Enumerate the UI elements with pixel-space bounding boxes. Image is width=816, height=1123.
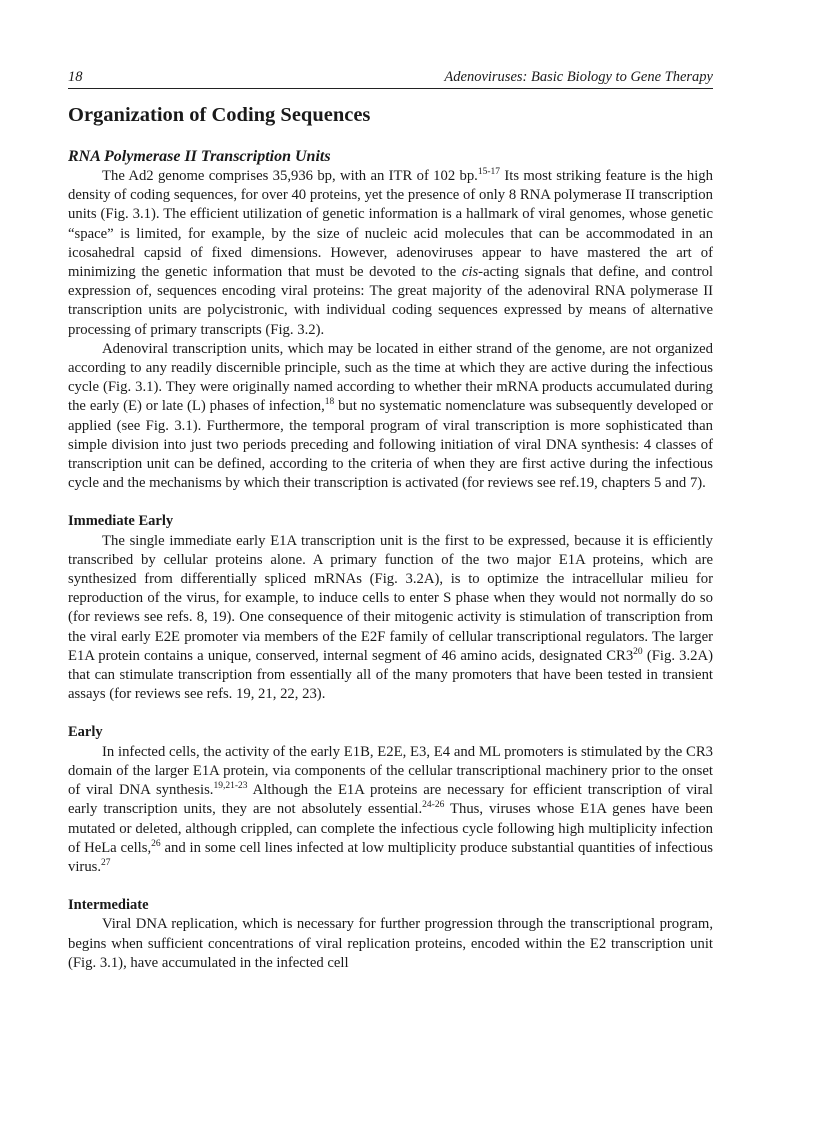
heading-intermediate: Intermediate <box>68 897 149 914</box>
section-title: Organization of Coding Sequences <box>68 104 371 126</box>
paragraph-transcription-units: Adenoviral transcription units, which may be located in either strand of the genome, are not organized according to any readily discernible principle, such as the time at which they are active during the infectious cycle (Fig. 3.1). They were originally named according to whether their mRNA products accumulated during the early (E) or late (L) phases of infection,$^{18}$ but no systematic nomenclature was subsequently developed or applied (see Fig. 3.1). Furthermore, the temporal program of viral transcription is more sophisticated than simple division into just two periods preceding and following initiation of viral DNA synthesis: 4 classes of transcription unit can be defined, according to the criteria of when they are first active during the infectious cycle and the mechanisms by which their transcription is activated (for reviews see ref.19, chapters 5 and 7). <box>68 340 713 492</box>
paragraph-intermediate: Viral DNA replication, which is necessary for further progression through the transcriptional program, begins when sufficient concentrations of viral replication proteins, encoded within the E2 transcription unit (Fig. 3.1), have accumulated in the infected cell <box>68 916 713 971</box>
citation: 24-26 <box>422 800 445 811</box>
heading-immediate-early: Immediate Early <box>68 513 174 530</box>
page-number: 18 <box>68 69 83 85</box>
running-header <box>68 66 713 89</box>
citation: 27 <box>101 857 111 868</box>
body-text <box>68 147 713 973</box>
citation: 19,21-23 <box>213 781 248 792</box>
paragraph-early: In infected cells, the activity of the early E1B, E2E, E3, E4 and ML promoters is stimulated by the CR3 domain of the larger E1A protein, via components of the cellular transcriptional machinery prior to the onset of viral DNA synthesis.$^{19,21-23}$ Although the E1A proteins are necessary for efficient transcription of viral early transcription units, they are not absolutely essential.$^{24-26}$ Thus, viruses whose E1A genes have been mutated or deleted, although crippled, can complete the infectious cycle following high multiplicity infection of HeLa cells,$^{26}$ and in some cell lines infected at low multiplicity produce substantial quantities of infectious virus.$^{27}$ <box>68 743 713 875</box>
citation: 26 <box>151 838 161 849</box>
citation: 15-17 <box>477 167 501 177</box>
paragraph-genome-overview: The Ad2 genome comprises 35,936 bp, with an ITR of 102 bp.$^{15-17}$ Its most striking feature is the high density of coding sequences, for over 40 proteins, yet the presence of only 8 RNA polymerase II transcription units (Fig. 3.1). The efficient utilization of genetic information is a hallmark of viral genomes, whose genetic “space” is limited, for example, by the size of nucleic acid molecules that can be accommodated in an icosahedral capsid of fixed dimensions. However, adenoviruses appear to have mastered the art of minimizing the genetic information that must be devoted to the cis-acting signals that define, and control expression of, sequences encoding viral proteins: The great majority of the adenoviral RNA polymerase II transcription units are polycistronic, with individual coding sequences expressed by means of alternative processing of primary transcripts (Fig. 3.2). <box>68 167 714 338</box>
citation: 20 <box>633 646 643 657</box>
subsection-title: RNA Polymerase II Transcription Units <box>68 148 331 165</box>
book-title: Adenoviruses: Basic Biology to Gene Therapy <box>444 69 713 85</box>
citation: 18 <box>324 397 335 408</box>
heading-early: Early <box>68 724 103 741</box>
paragraph-immediate-early: The single immediate early E1A transcription unit is the first to be expressed, because it is efficiently transcribed by cellular proteins alone. A primary function of the two major E1A proteins, which are synthesized from differentially spliced mRNAs (Fig. 3.2A), is to optimize the intracellular milieu for reproduction of the virus, for example, to induce cells to enter S phase when they would not normally do so (for reviews see refs. 8, 19). One consequence of their mitogenic activity is stimulation of transcription from the viral early E2E promoter via members of the E2F family of cellular transcriptional regulators. The larger E1A protein contains a unique, conserved, internal segment of 46 amino acids, designated $CR3^{20}$ (Fig. 3.2A) that can stimulate transcription from essentially all of the many promoters that have been tested in transient assays (for reviews see refs. 19, 21, 22, 23). <box>68 532 714 703</box>
